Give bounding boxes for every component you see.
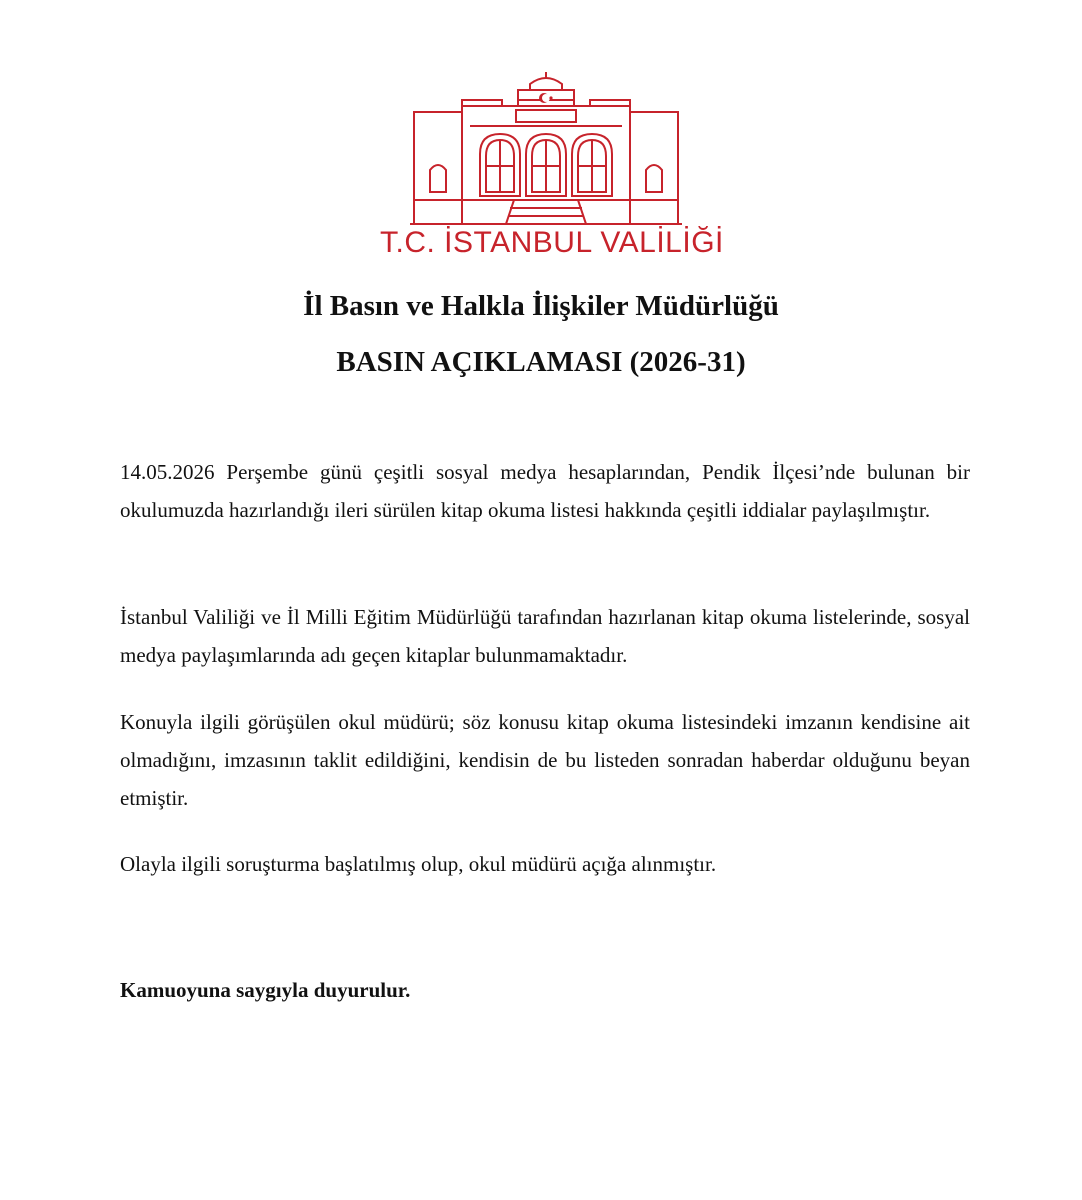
paragraph-4: Olayla ilgili soruşturma başlatılmış olup, okul müdürü açığa alınmıştır. — [120, 852, 717, 876]
paragraph-2: İstanbul Valiliği ve İl Milli Eğitim Müdürlüğü tarafından hazırlanan kitap okuma listelerinde, sosyal medya paylaşımlarında adı geçen kitaplar bulunmamaktadır. — [120, 605, 970, 667]
governorship-building-logo-icon — [410, 68, 682, 234]
department-heading: İl Basın ve Halkla İlişkiler Müdürlüğü — [303, 290, 779, 322]
paragraph-1: 14.05.2026 Perşembe günü çeşitli sosyal medya hesaplarından, Pendik İlçesi’nde bulunan bir okulumuzda hazırlandığı ileri sürülen kitap okuma listesi hakkında çeşitli iddialar paylaşılmıştır. — [120, 460, 970, 522]
closing-statement: Kamuoyuna saygıyla duyurulur. — [120, 978, 411, 1002]
press-release-title: BASIN AÇIKLAMASI (2026-31) — [336, 346, 746, 378]
paragraph-3: Konuyla ilgili görüşülen okul müdürü; söz konusu kitap okuma listesindeki imzanın kendisine ait olmadığını, imzasının taklit edildiğini, kendisin de bu listeden sonradan haberdar olduğunu beyan etmiştir. — [120, 710, 970, 810]
institution-name: T.C. İSTANBUL VALİLİĞİ — [380, 226, 724, 259]
